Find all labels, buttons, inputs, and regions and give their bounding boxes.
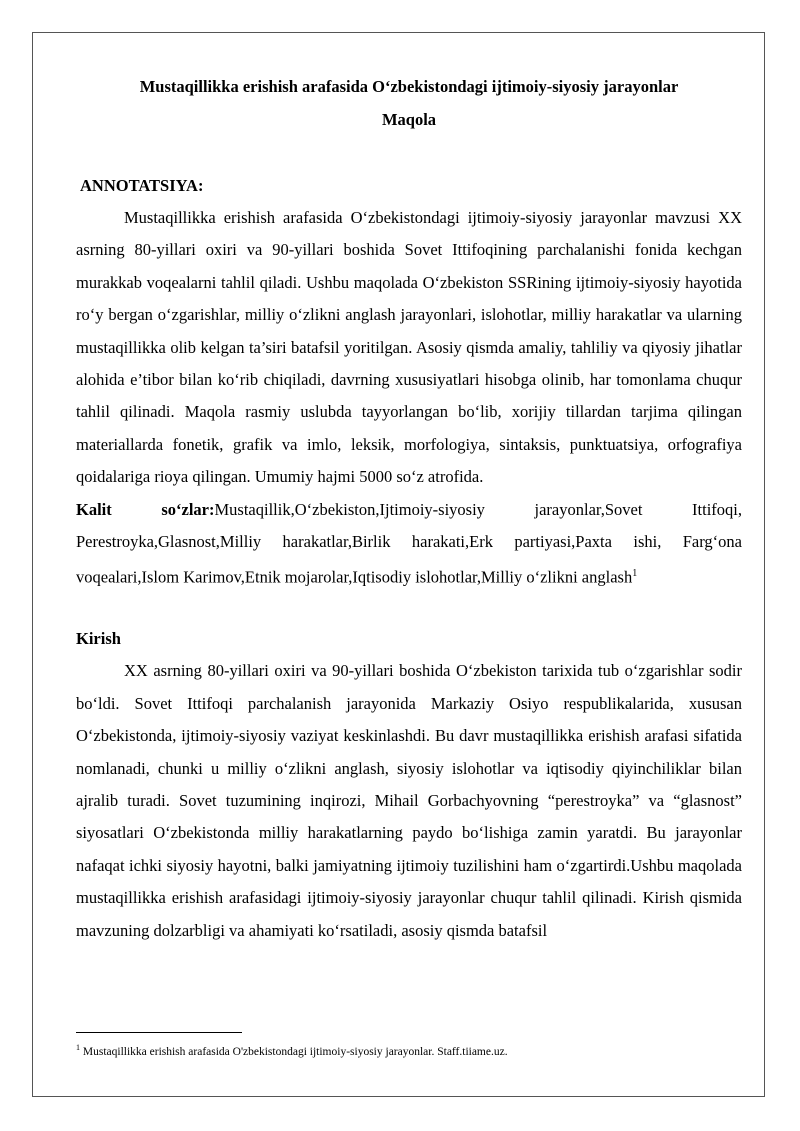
annotation-heading: ANNOTATSIYA: <box>80 176 204 195</box>
footnote-mark: 1 <box>76 1043 80 1052</box>
keywords-text: Mustaqillik,O‘zbekiston,Ijtimoiy-siyosiy jarayonlar,Sovet Ittifoqi, Perestroyka,Glasnost,Milliy harakatlar,Birlik harakati,Erk partiyasi,Paxta ishi, Farg‘ona voqealari,Islom Karimov,Etnik mojarolar,Iqtisodiy islohotlar,Milliy o‘zlikni anglash <box>76 499 742 587</box>
footnote <box>76 1040 756 1060</box>
intro-paragraph: XX asrning 80-yillari oxiri va 90-yillari boshida O‘zbekiston tarixida tub o‘zgarishlar sodir bo‘ldi. Sovet Ittifoqi parchalanish jarayonida Markaziy Osiyo respublikalarida, xususan O‘zbekistonda, ijtimoiy-siyosiy vaziyat keskinlashdi. Bu davr mustaqillikka erishish arafasi sifatida nomlanadi, chunki u milliy o‘zlikni anglash, siyosiy islohotlar va iqtisodiy qiyinchiliklar bilan ajralib turadi. Sovet tuzumining inqirozi, Mihail Gorbachyovning “perestroyka” va “glasnost” siyosatlari O‘zbekistonda milliy harakatlarning paydo bo‘lishiga zamin yaratdi. Bu jarayonlar nafaqat ichki siyosiy hayotni, balki jamiyatning ijtimoiy tuzilishini ham o‘zgartirdi.Ushbu maqolada mustaqillikka erishish arafasidagi ijtimoiy-siyosiy jarayonlar chuqur tahlil qilinadi. Kirish qismida mavzuning dolzarbligi va ahamiyati ko‘rsatiladi, asosiy qismda batafsil <box>76 661 742 940</box>
document-title: Mustaqillikka erishish arafasida O‘zbekistondagi ijtimoiy-siyosiy jarayonlar <box>139 77 679 96</box>
document-subtitle: Maqola <box>381 110 437 129</box>
annotation-paragraph: Mustaqillikka erishish arafasida O‘zbekistondagi ijtimoiy-siyosiy jarayonlar mavzusi XX asrning 80-yillari oxiri va 90-yillari boshida Sovet Ittifoqining parchalanishi fonida kechgan murakkab voqealarni tahlil qiladi. Ushbu maqolada O‘zbekiston SSRining ijtimoiy-siyosiy hayotida ro‘y bergan o‘zgarishlar, milliy o‘zlikni anglash jarayonlari, islohotlar, milliy harakatlar va ularning mustaqillikka olib kelgan ta’siri batafsil yoritilgan. Asosiy qismda amaliy, tahliliy va qiyosiy jihatlar alohida e’tibor bilan ko‘rib chiqiladi, davrning xususiyatlari hisobga olinib, har tomonlama chuqur tahlil qilinadi. Maqola rasmiy uslubda tayyorlangan bo‘lib, xorijiy tillardan tarjima qilingan materiallarda fonetik, grafik va imlo, leksik, morfologiya, sintaksis, punktuatsiya, orfografiya qoidalariga rioya qilingan. Umumiy hajmi 5000 so‘z atrofida. <box>76 208 742 487</box>
document-body <box>76 70 742 947</box>
keywords-label: Kalit so‘zlar: <box>76 499 215 519</box>
intro-heading: Kirish <box>76 629 121 649</box>
footnote-reference[interactable]: 1 <box>632 568 638 580</box>
footnote-text: Mustaqillikka erishish arafasida O'zbekistondagi ijtimoiy-siyosiy jarayonlar. Staff.tiiame.uz. <box>80 1045 508 1058</box>
keywords-paragraph <box>76 494 742 595</box>
footnote-separator <box>76 1032 242 1033</box>
